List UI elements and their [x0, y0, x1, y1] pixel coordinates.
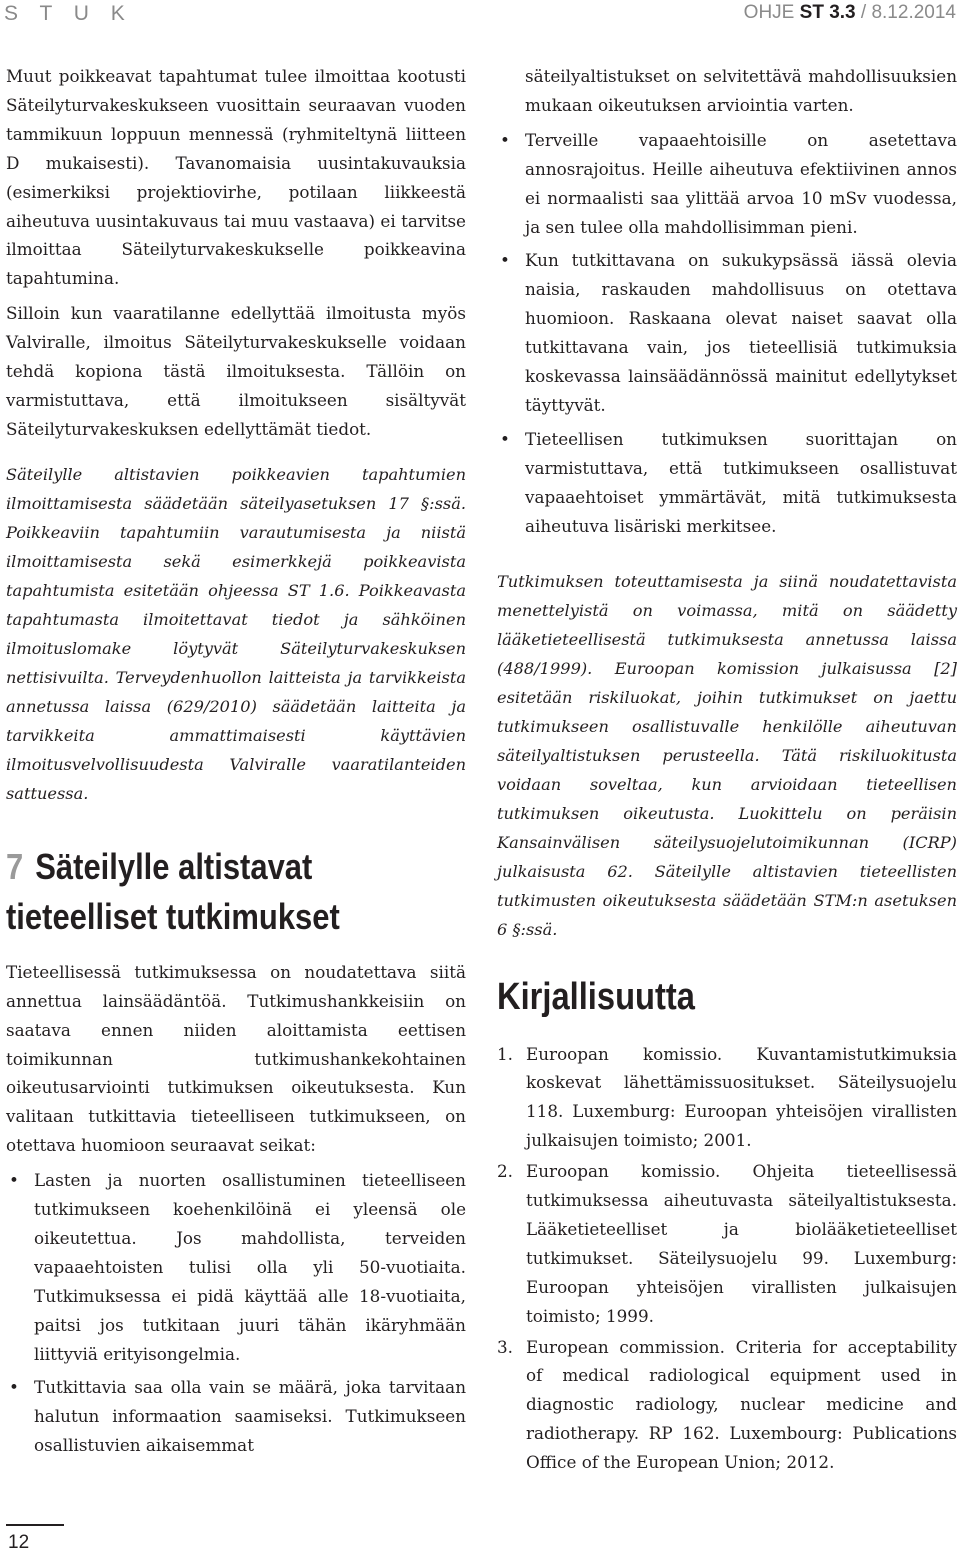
bullet-icon: •	[500, 250, 510, 271]
guide-reference	[744, 2, 956, 24]
right-column	[497, 62, 957, 1479]
left-column	[6, 62, 466, 1465]
bullet-continuation: säteilyaltistukset on selvitettävä mahdollisuuksien mukaan oikeutuksen arviointia varten.	[525, 66, 957, 115]
guide-prefix: OHJE	[743, 2, 795, 23]
page-header	[4, 2, 956, 28]
list-item: • Tieteellisen tutkimuksen suorittajan on varmistuttava, että tutkimukseen osallistuvat vapaaehtoiset ymmärtävät, mitä tutkimuksesta aiheutuva lisäriski merkitsee.	[497, 425, 957, 541]
list-item: • Tutkittavia saa olla vain se määrä, joka tarvitaan halutun informaation saamiseksi. Tutkimukseen osallistuvien aikaisemmat	[6, 1373, 466, 1460]
references-heading: Kirjallisuutta	[497, 975, 695, 1018]
guide-code: ST 3.3	[799, 2, 856, 23]
reference-item: 3. European commission. Criteria for acceptability of medical radiological equipment used in diagnostic radiology, nuclear medicine and radiotherapy. RP 162. Luxembourg: Publications Office of the European Union; 2012.	[497, 1336, 957, 1473]
research-bullet-list	[6, 1166, 466, 1460]
footer-rule	[6, 1524, 64, 1526]
references-list	[497, 1040, 957, 1478]
section-title: Säteilylle altistavat tieteelliset tutkimukset	[6, 845, 340, 937]
section-heading	[6, 842, 470, 942]
bullet-icon: •	[9, 1377, 19, 1398]
list-item: • Lasten ja nuorten osallistuminen tieteelliseen tutkimukseen koehenkilöinä ei yleensä ole oikeutettua. Jos mahdollista, terveiden vapaaehtoisten tulisi olla yli 50-vuotiaita. Tutkimuksessa ei pidä käyttää alle 18-vuotiaita, paitsi jos tutkitaan juuri tähän ikäryhmään liittyviä erityisongelmia.	[6, 1166, 466, 1368]
reference-item: 2. Euroopan komissio. Ohjeita tieteellisessä tutkimuksessa aiheutuvasta säteilyaltistuksesta. Lääketieteelliset ja biolääketieteelliset tutkimukset. Säteilysuojelu 99. Luxemburg: Euroopan yhteisöjen virallisten julkaisujen toimisto; 1999.	[497, 1161, 957, 1326]
paragraph-valvira: Silloin kun vaaratilanne edellyttää ilmoitusta myös Valviralle, ilmoitus Säteilyturvakeskukselle voidaan tehdä kopiona tästä ilmoituksesta. Tällöin on varmistuttava, että ilmoitukseen sisältyvät Säteilyturvakeskuksen edellyttämät tiedot.	[6, 303, 466, 439]
paragraph-reporting: Muut poikkeavat tapahtumat tulee ilmoittaa kootusti Säteilyturvakeskukseen vuosittain seuraavan vuoden tammikuun loppuun mennessä (ryhmiteltynä liitteen D mukaisesti). Tavanomaisia uusintakuvauksia (esimerkiksi projektiovirhe, potilaan liikkeestä aiheutuva uusintakuvaus tai muu vastaava) ei tarvitse ilmoittaa Säteilyturvakeskukselle poikkeavina tapahtumina.	[6, 66, 466, 289]
legal-note-reporting: Säteilylle altistavien poikkeavien tapahtumien ilmoittamisesta säädetään säteilyasetuksen 17 §:ssä. Poikkeaviin tapahtumiin varautumisesta ja niistä ilmoittamisesta sekä esimerkkejä poikkeavista tapahtumista esitetään ohjeessa ST 1.6. Poikkeavasta tapahtumasta ilmoitettavat tiedot ja sähköinen ilmoituslomake löytyvät Säteilyturvakeskuksen nettisivuilta. Terveydenhuollon laitteista ja tarvikkeista annetussa laissa (629/2010) säädetään laitteita ja tarvikkeita ammattimaisesti käyttävien ilmoitusvelvollisuudesta Valviralle vaaratilanteiden sattuessa.	[6, 464, 466, 803]
bullet-icon: •	[9, 1170, 19, 1191]
legal-note-research: Tutkimuksen toteuttamisesta ja siinä noudatettavista menettelyistä on voimassa, mitä on säädetty lääketieteellisestä tutkimuksesta annetussa laissa (488/1999). Euroopan komission julkaisussa [2] esitetään riskiluokat, joihin tutkimukset on jaettu tutkimukseen osallistuvalle henkilölle aiheutuvan säteilyaltistuksen perusteella. Tätä riskiluokitusta voidaan soveltaa, kun arvioidaan tieteellisen tutkimuksen oikeutusta. Luokittelu on peräisin Kansainvälisen säteilysuojelutoimikunnan (ICRP) julkaisusta 62. Säteilylle altistavien tieteellisten tutkimusten oikeutuksesta säädetään STM:n asetuksen 6 §:ssä.	[497, 571, 957, 939]
brand-name: S T U K	[4, 2, 133, 25]
reference-item: 1. Euroopan komissio. Kuvantamistutkimuksia koskevat lähettämissuositukset. Säteilysuojelu 118. Luxemburg: Euroopan yhteisöjen virallisten julkaisujen toimisto; 2001.	[497, 1043, 957, 1151]
bullet-icon: •	[500, 129, 510, 150]
research-bullet-list-continued	[497, 126, 957, 541]
guide-date: / 8.12.2014	[860, 2, 956, 23]
paragraph-research-intro: Tieteellisessä tutkimuksessa on noudatettava siitä annettua lainsäädäntöä. Tutkimushankkeisiin on saatava ennen niiden aloittamista eettisen toimikunnan tutkimushankekohtainen oikeutusarviointi tutkimuksen oikeutuksesta. Kun valitaan tutkittavia tieteelliseen tutkimukseen, on otettava huomioon seuraavat seikat:	[6, 961, 466, 1156]
section-number: 7	[6, 845, 24, 887]
list-item: • Terveille vapaaehtoisille on asetettava annosrajoitus. Heille aiheutuva efektiivinen annos ei normaalisti saa ylittää arvoa 10 mSv vuodessa, ja sen tulee olla mahdollisimman pieni.	[497, 126, 957, 242]
list-item: • Kun tutkittavana on sukukypsässä iässä olevia naisia, raskauden mahdollisuus on otettava huomioon. Raskaana olevat naiset saavat olla tutkittavana vain, jos tieteellisiä tutkimuksia koskevassa lainsäädännössä mainitut edellytykset täyttyvät.	[497, 246, 957, 419]
bullet-icon: •	[500, 428, 510, 449]
page-number: 12	[8, 1532, 30, 1553]
